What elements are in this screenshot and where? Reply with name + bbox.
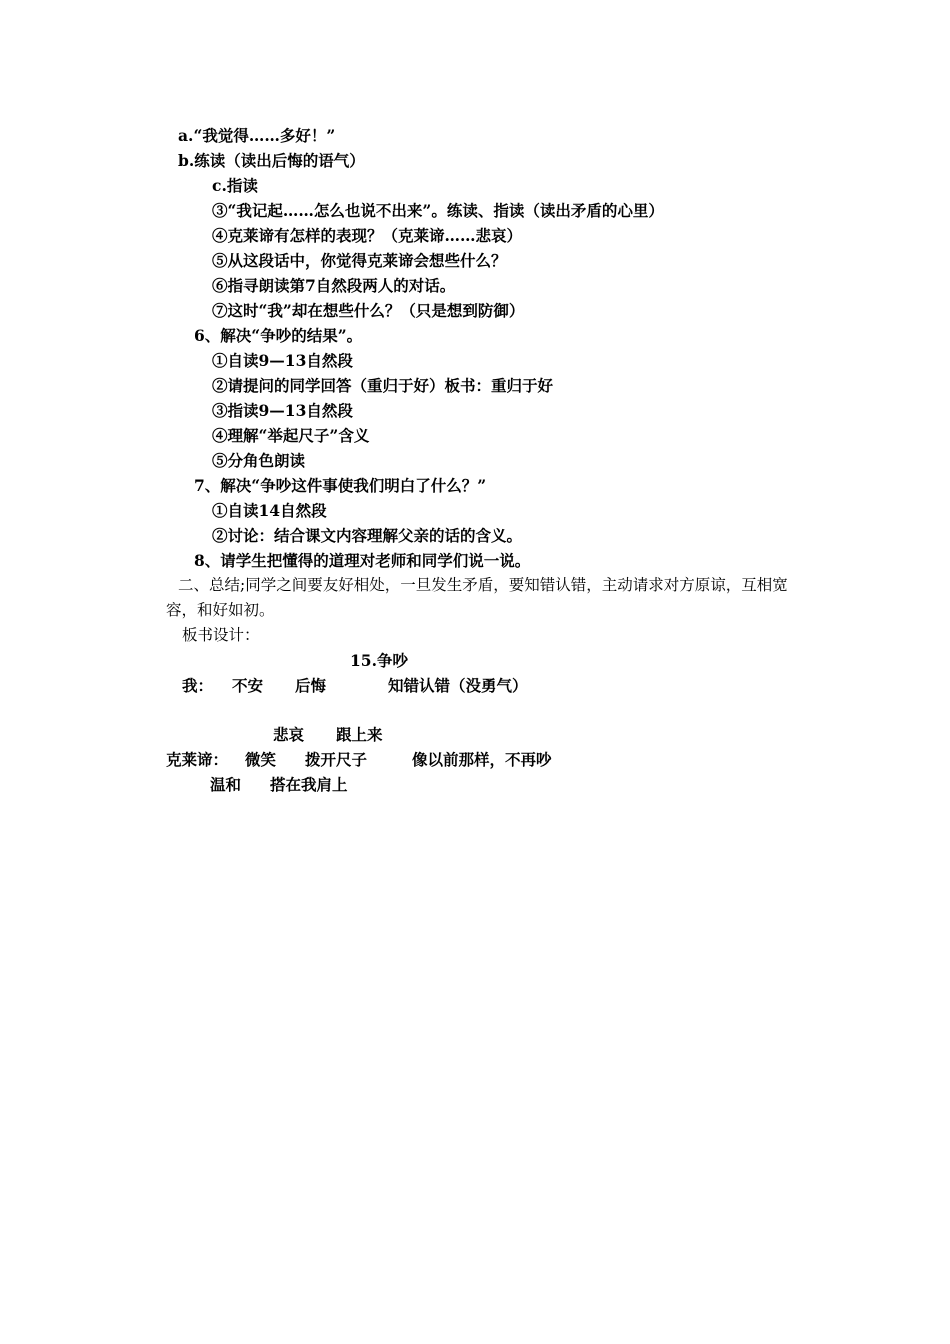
step-3: ③“我记起……怎么也说不出来”。练读、指读（读出矛盾的心里） <box>212 201 664 220</box>
board-me-item: 后悔 <box>295 676 327 695</box>
section-6-heading: 6、解决“争吵的结果”。 <box>194 326 363 345</box>
step-c: c.指读 <box>212 176 258 195</box>
board-kelaidi-item: 搭在我肩上 <box>270 775 348 794</box>
board-kelaidi-item: 跟上来 <box>336 725 383 744</box>
section-6-item-3: ③指读9—13自然段 <box>212 401 353 420</box>
board-title: 15.争吵 <box>350 651 408 670</box>
summary-line-1: 二、总结;同学之间要友好相处，一旦发生矛盾，要知错认错，主动请求对方原谅，互相宽 <box>178 576 788 594</box>
step-5: ⑤从这段话中，你觉得克莱谛会想些什么？ <box>212 251 507 270</box>
step-4: ④克莱谛有怎样的表现？（克莱谛……悲哀） <box>212 226 523 245</box>
step-6: ⑥指寻朗读第7自然段两人的对话。 <box>212 276 456 295</box>
board-kelaidi-item: 像以前那样，不再吵 <box>412 750 552 769</box>
step-a: a.“我觉得……多好！” <box>178 126 336 145</box>
board-kelaidi-label: 克莱谛： <box>166 750 229 769</box>
board-kelaidi-item: 拨开尺子 <box>305 750 368 769</box>
section-6-item-4: ④理解“举起尺子”含义 <box>212 426 370 445</box>
board-me-item: 知错认错（没勇气） <box>388 676 528 695</box>
summary-line-2: 容，和好如初。 <box>166 601 275 619</box>
section-7-heading: 7、解决“争吵这件事使我们明白了什么？” <box>194 476 487 495</box>
section-6-item-1: ①自读9—13自然段 <box>212 351 353 370</box>
board-kelaidi-item: 悲哀 <box>273 725 305 744</box>
board-me-item: 不安 <box>232 676 264 695</box>
step-7: ⑦这时“我”却在想些什么？（只是想到防御） <box>212 301 525 320</box>
section-6-item-5: ⑤分角色朗读 <box>212 451 306 470</box>
section-7-item-2: ②讨论：结合课文内容理解父亲的话的含义。 <box>212 526 523 545</box>
board-kelaidi-item: 温和 <box>210 775 242 794</box>
section-7-item-1: ①自读14自然段 <box>212 501 327 520</box>
board-design-label: 板书设计： <box>182 626 260 644</box>
section-6-item-2: ②请提问的同学回答（重归于好）板书：重归于好 <box>212 376 554 395</box>
board-kelaidi-item: 微笑 <box>245 750 277 769</box>
step-b: b.练读（读出后悔的语气） <box>178 151 365 170</box>
board-me-label: 我： <box>182 676 214 695</box>
section-8-heading: 8、请学生把懂得的道理对老师和同学们说一说。 <box>194 551 531 570</box>
